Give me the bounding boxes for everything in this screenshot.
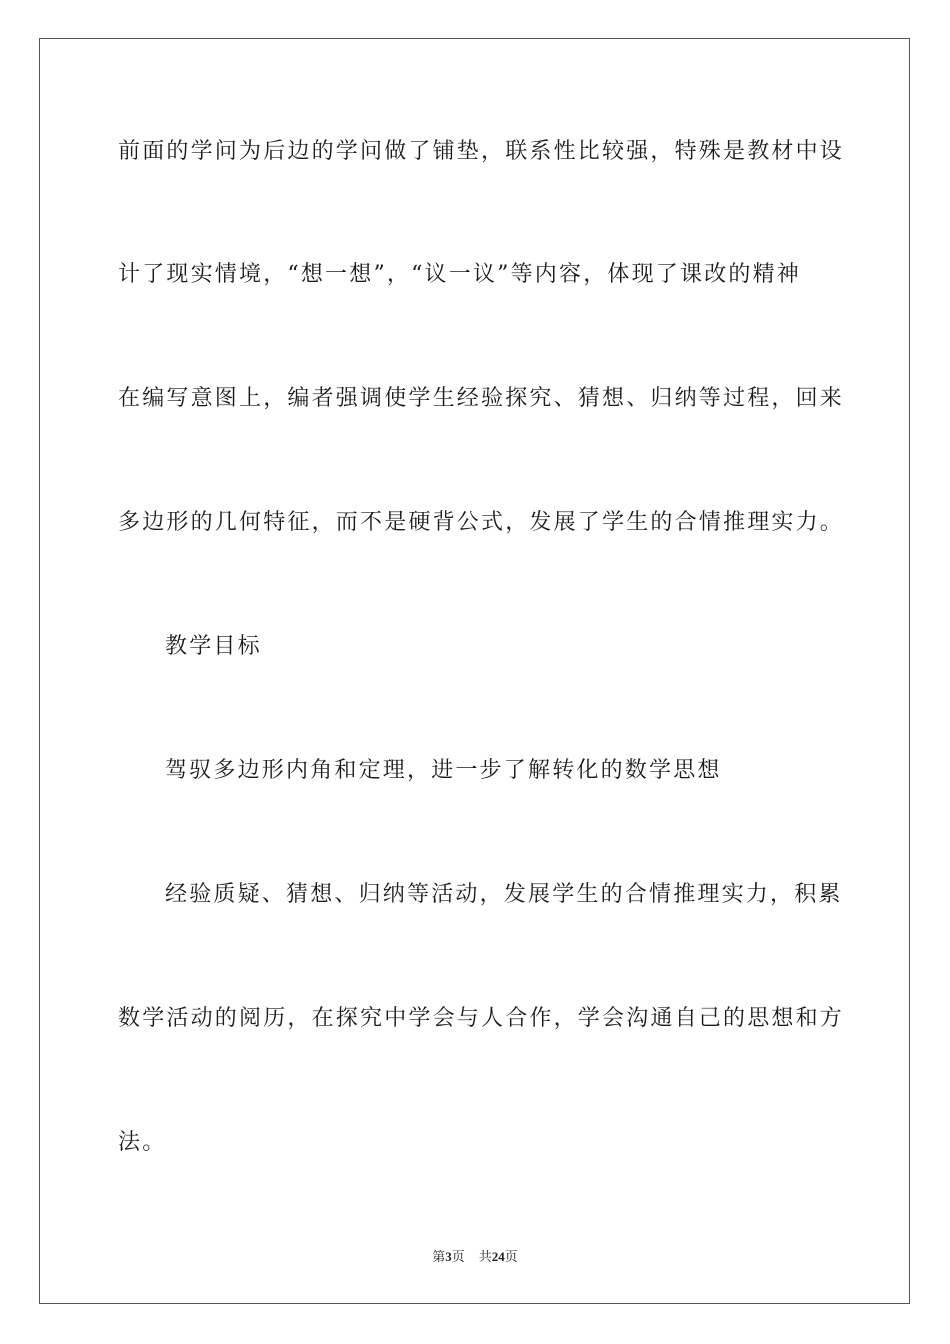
page-prefix: 第 (432, 1250, 446, 1265)
page-footer (0, 1248, 950, 1267)
paragraph-line: 在编写意图上，编者强调使学生经验探究、猜想、归纳等过程，回来 (118, 386, 845, 411)
total-pages: 24 (491, 1249, 505, 1264)
section-heading: 教学目标 (165, 634, 262, 659)
page-suffix: 页 (451, 1250, 465, 1265)
paragraph-line: 经验质疑、猜想、归纳等活动，发展学生的合情推理实力，积累 (165, 882, 843, 907)
page-border (39, 38, 910, 1304)
paragraph-line: 法。 (118, 1130, 167, 1155)
total-suffix: 页 (504, 1250, 518, 1265)
paragraph-line: 数学活动的阅历，在探究中学会与人合作，学会沟通自己的思想和方 (118, 1006, 845, 1031)
paragraph-line: 计了现实情境，“想一想”，“议一议”等内容，体现了课改的精神 (118, 262, 801, 287)
paragraph-line: 多边形的几何特征，而不是硬背公式，发展了学生的合情推理实力。 (118, 510, 845, 535)
paragraph-line: 前面的学问为后边的学问做了铺垫，联系性比较强，特殊是教材中设 (118, 139, 845, 164)
total-prefix: 共 (478, 1250, 492, 1265)
page-number: 3 (445, 1249, 452, 1264)
paragraph-line: 驾驭多边形内角和定理，进一步了解转化的数学思想 (165, 758, 722, 783)
